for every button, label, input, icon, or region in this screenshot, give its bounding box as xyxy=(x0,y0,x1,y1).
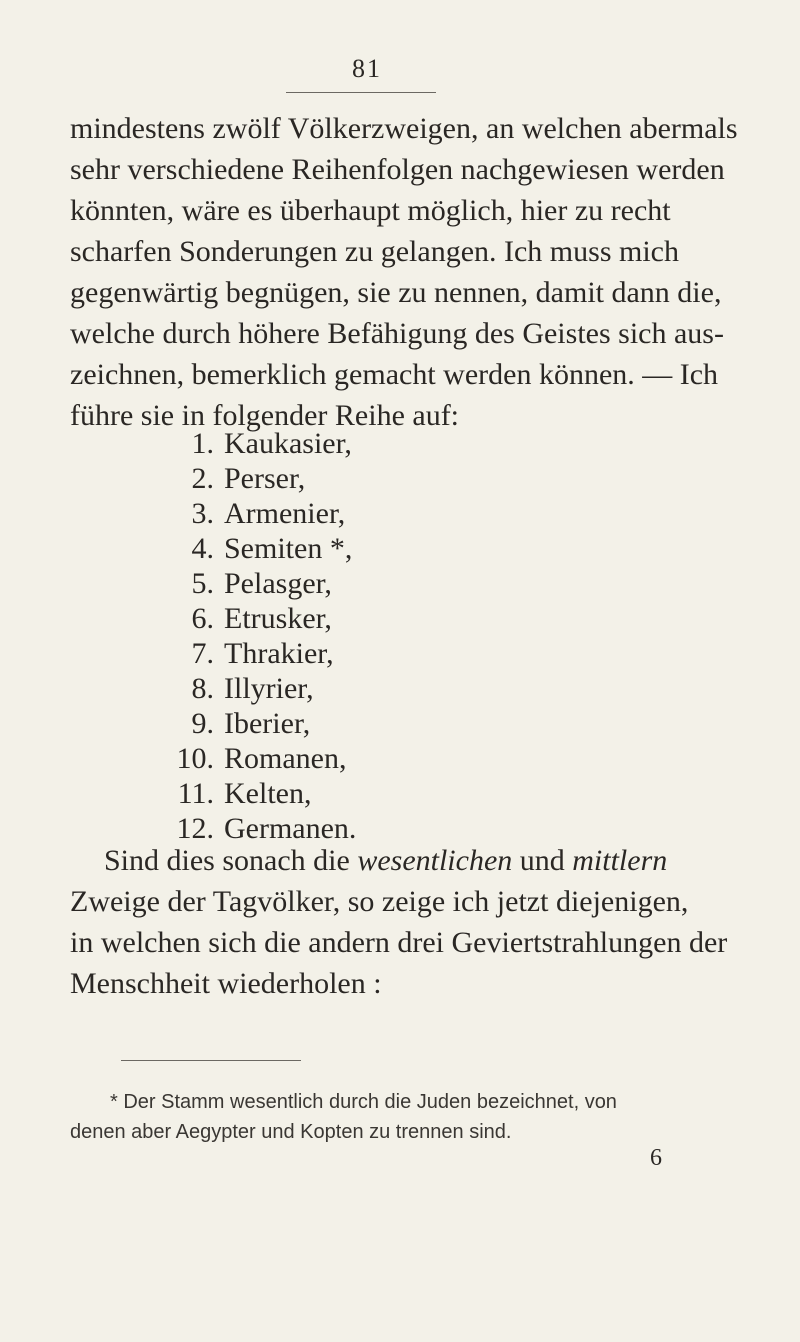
emphasis-word: wesentlichen xyxy=(357,844,513,877)
list-item xyxy=(160,774,311,814)
list-label: Illyrier, xyxy=(224,672,314,705)
text-line: mindestens zwölf Völkerzweigen, an welchen abermals xyxy=(70,112,738,145)
list-number: 7. xyxy=(191,637,214,670)
text-line: scharfen Sonderungen zu gelangen. Ich muss mich xyxy=(70,235,679,268)
list-item xyxy=(160,529,352,569)
list-label: Etrusker, xyxy=(224,602,332,635)
list-number: 9. xyxy=(191,707,214,740)
list-item xyxy=(160,564,332,604)
list-item xyxy=(160,704,310,744)
paragraph-intro xyxy=(70,108,738,436)
signature-mark: 6 xyxy=(650,1145,662,1171)
list-item xyxy=(160,494,345,534)
list-number: 5. xyxy=(191,567,214,600)
text-line: Menschheit wiederholen : xyxy=(70,967,382,1000)
text-line: Zweige der Tagvölker, so zeige ich jetzt diejenigen, xyxy=(70,885,689,918)
text-line: zeichnen, bemerklich gemacht werden können. — Ich xyxy=(70,358,719,391)
list-item xyxy=(160,739,346,779)
paragraph-conclusion xyxy=(70,840,728,1004)
text-line: führe sie in folgender Reihe auf: xyxy=(70,399,460,432)
footnote-line: * Der Stamm wesentlich durch die Juden bezeichnet, von xyxy=(110,1091,617,1113)
list-number: 11. xyxy=(177,777,214,810)
list-label: Romanen, xyxy=(224,742,347,775)
list-label: Thrakier, xyxy=(224,637,334,670)
page-number: 81 xyxy=(352,54,382,83)
list-label: Armenier, xyxy=(224,497,346,530)
list-item xyxy=(160,424,352,464)
text-run: Sind dies sonach die xyxy=(104,844,358,877)
footnote-rule xyxy=(121,1060,301,1061)
list-number: 6. xyxy=(191,602,214,635)
footnote-line: denen aber Aegypter und Kopten zu trennen sind. xyxy=(70,1121,512,1143)
list-label: Semiten *, xyxy=(224,532,353,565)
list-item xyxy=(160,634,334,674)
list-number: 12. xyxy=(176,812,214,845)
list-number: 2. xyxy=(191,462,214,495)
list-item xyxy=(160,599,332,639)
header-rule xyxy=(286,92,436,93)
text-run: und xyxy=(512,844,573,877)
list-label: Perser, xyxy=(224,462,306,495)
list-number: 4. xyxy=(191,532,214,565)
text-line: welche durch höhere Befähigung des Geistes sich aus- xyxy=(70,317,724,350)
text-line: könnten, wäre es überhaupt möglich, hier zu recht xyxy=(70,194,671,227)
list-number: 10. xyxy=(176,742,214,775)
list-number: 3. xyxy=(191,497,214,530)
list-label: Germanen. xyxy=(224,812,357,845)
text-line: gegenwärtig begnügen, sie zu nennen, damit dann die, xyxy=(70,276,722,309)
list-item xyxy=(160,669,314,709)
emphasis-word: mittlern xyxy=(572,844,668,877)
list-label: Pelasger, xyxy=(224,567,332,600)
list-number: 8. xyxy=(191,672,214,705)
list-item xyxy=(160,459,305,499)
text-line: sehr verschiedene Reihenfolgen nachgewiesen werden xyxy=(70,153,725,186)
list-number: 1. xyxy=(191,427,214,460)
text-line xyxy=(70,840,720,881)
list-label: Kaukasier, xyxy=(224,427,352,460)
list-label: Kelten, xyxy=(224,777,312,810)
text-line: in welchen sich die andern drei Geviertstrahlungen der xyxy=(70,926,728,959)
footnote xyxy=(70,1087,720,1147)
list-label: Iberier, xyxy=(224,707,311,740)
